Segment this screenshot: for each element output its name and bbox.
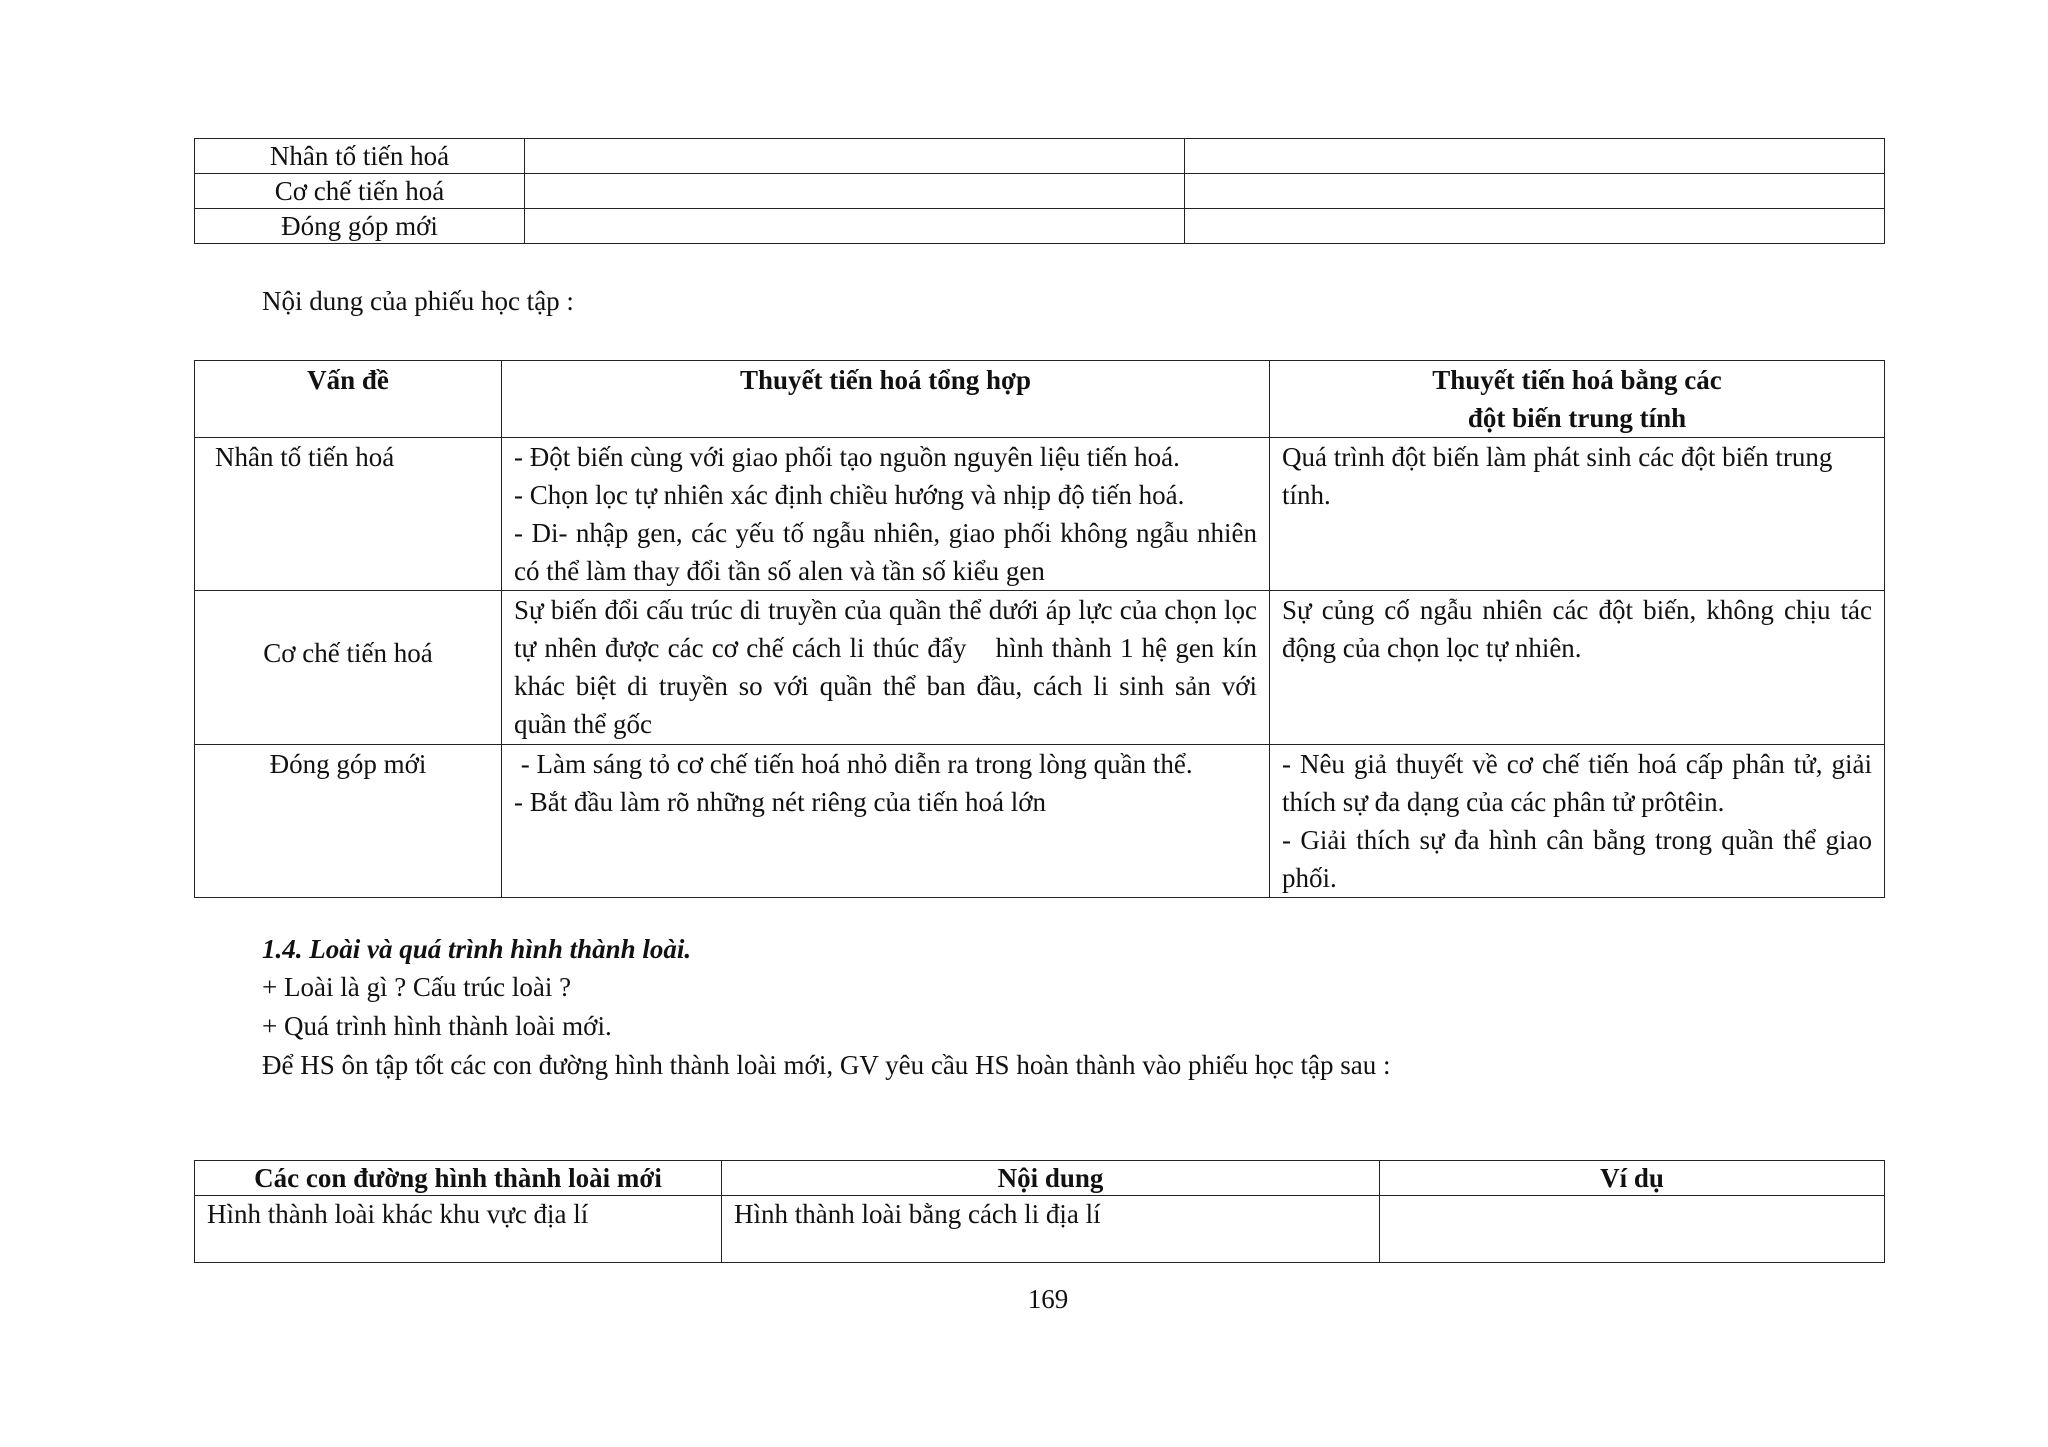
content-cell: Hình thành loài bằng cách li địa lí bbox=[722, 1196, 1380, 1263]
cell-line: Quá trình đột biến làm phát sinh các đột biến trung tính. bbox=[1282, 442, 1833, 510]
cell-line: - Nêu giả thuyết về cơ chế tiến hoá cấp phân tử, giải thích sự đa dạng của các phân tử prôtêin. bbox=[1282, 749, 1872, 817]
table-row bbox=[195, 174, 1885, 209]
section-line: + Quá trình hình thành loài mới. bbox=[262, 1011, 612, 1041]
header-example: Ví dụ bbox=[1380, 1161, 1885, 1196]
header-neutral-line1: Thuyết tiến hoá bằng các bbox=[1432, 365, 1722, 395]
row-label: Đóng góp mới bbox=[195, 209, 525, 244]
row-label: Nhân tố tiến hoá bbox=[195, 139, 525, 174]
header-content: Nội dung bbox=[722, 1161, 1380, 1196]
header-neutral bbox=[1270, 361, 1885, 438]
neutral-cell: Sự củng cố ngẫu nhiên các đột biến, không chịu tác động của chọn lọc tự nhiên. bbox=[1270, 591, 1885, 745]
empty-cell bbox=[1185, 174, 1885, 209]
neutral-cell bbox=[1270, 438, 1885, 591]
table-header-row bbox=[195, 361, 1885, 438]
header-neutral-line2: đột biến trung tính bbox=[1467, 403, 1687, 433]
table-row bbox=[195, 438, 1885, 591]
table-row bbox=[195, 139, 1885, 174]
cell-line: - Giải thích sự đa hình cân bằng trong quần thể giao phối. bbox=[1282, 825, 1872, 893]
issue-cell: Đóng góp mới bbox=[195, 745, 502, 898]
section-heading: 1.4. Loài và quá trình hình thành loài. bbox=[262, 934, 692, 964]
table-row bbox=[195, 209, 1885, 244]
section-line: Để HS ôn tập tốt các con đường hình thành loài mới, GV yêu cầu HS hoàn thành vào phiếu học tập sau : bbox=[262, 1050, 1391, 1080]
empty-cell bbox=[1185, 139, 1885, 174]
table-speciation-paths bbox=[194, 1160, 1885, 1263]
synthetic-cell bbox=[502, 438, 1270, 591]
table-evolution-summary bbox=[194, 138, 1885, 244]
table-row bbox=[195, 1196, 1885, 1263]
cell-line: - Chọn lọc tự nhiên xác định chiều hướng và nhịp độ tiến hoá. bbox=[514, 480, 1185, 510]
synthetic-cell bbox=[502, 745, 1270, 898]
cell-line: - Đột biến cùng với giao phối tạo nguồn nguyên liệu tiến hoá. bbox=[514, 442, 1180, 472]
section-line: + Loài là gì ? Cấu trúc loài ? bbox=[262, 972, 572, 1002]
neutral-cell bbox=[1270, 745, 1885, 898]
cell-line: - Làm sáng tỏ cơ chế tiến hoá nhỏ diễn ra trong lòng quần thể. bbox=[514, 749, 1193, 779]
empty-cell bbox=[525, 174, 1185, 209]
header-issue: Vấn đề bbox=[195, 361, 502, 438]
empty-cell bbox=[525, 139, 1185, 174]
page-number: 169 bbox=[1027, 1284, 1069, 1314]
empty-cell bbox=[1185, 209, 1885, 244]
table-row bbox=[195, 745, 1885, 898]
example-cell bbox=[1380, 1196, 1885, 1263]
cell-line: - Di- nhập gen, các yếu tố ngẫu nhiên, giao phối không ngẫu nhiên có thể làm thay đổi tần số alen và tần số kiểu gen bbox=[514, 518, 1257, 586]
cell-line: - Bắt đầu làm rõ những nét riêng của tiến hoá lớn bbox=[514, 787, 1047, 817]
table-header-row bbox=[195, 1161, 1885, 1196]
table-evolution-comparison bbox=[194, 360, 1885, 898]
header-path: Các con đường hình thành loài mới bbox=[195, 1161, 722, 1196]
issue-cell: Nhân tố tiến hoá bbox=[195, 438, 502, 591]
header-synthetic: Thuyết tiến hoá tổng hợp bbox=[502, 361, 1270, 438]
empty-cell bbox=[525, 209, 1185, 244]
issue-cell: Cơ chế tiến hoá bbox=[195, 591, 502, 745]
synthetic-cell: Sự biến đổi cấu trúc di truyền của quần thể dưới áp lực của chọn lọc tự nhên được các cơ chế cách li thúc đẩy hình thành 1 hệ gen kín khác biệt di truyền so với quần thể ban đầu, cách li sinh sản với quần thể gốc bbox=[502, 591, 1270, 745]
table-row bbox=[195, 591, 1885, 745]
path-cell: Hình thành loài khác khu vực địa lí bbox=[195, 1196, 722, 1263]
intro-text: Nội dung của phiếu học tập : bbox=[262, 286, 574, 316]
row-label: Cơ chế tiến hoá bbox=[195, 174, 525, 209]
